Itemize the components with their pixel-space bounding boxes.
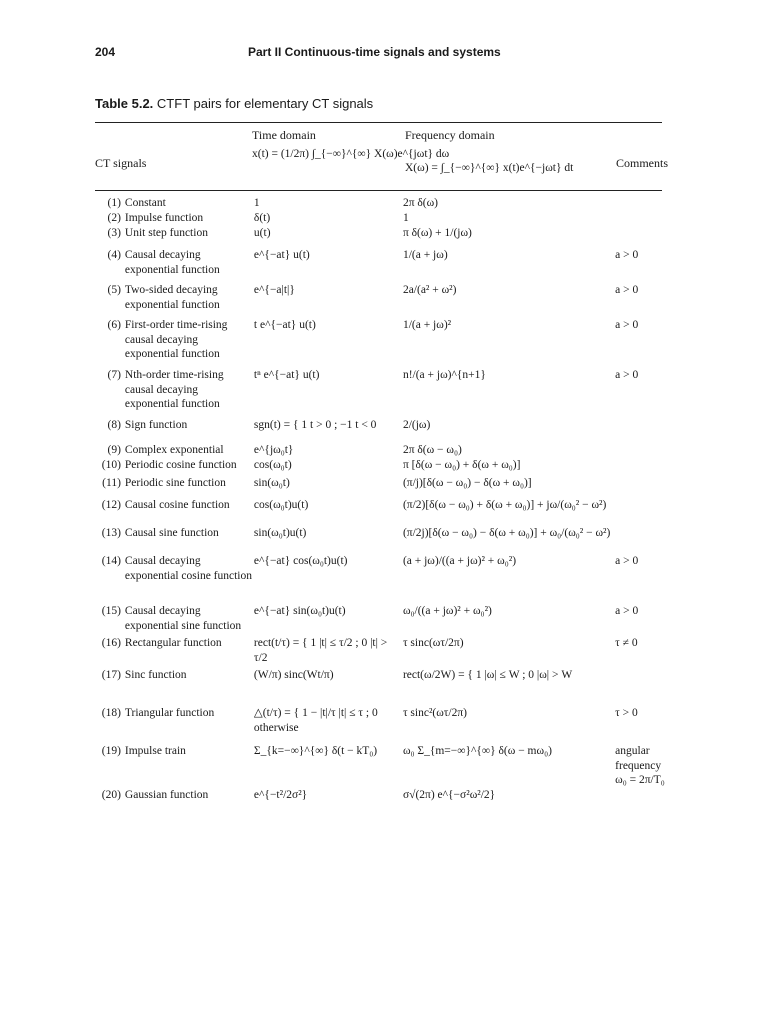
table-row xyxy=(95,636,675,668)
table-top-rule xyxy=(95,122,662,123)
row-time-domain: cos(ω₀t) xyxy=(253,459,292,471)
row-number: (18) xyxy=(101,707,121,719)
row-time-domain: Σ_{k=−∞}^{∞} δ(t − kT₀) xyxy=(253,745,378,757)
table-row xyxy=(95,744,675,788)
row-comment xyxy=(615,668,675,706)
row-time-domain: e^{−at} sin(ω₀t)u(t) xyxy=(253,605,346,617)
row-signal-name: Rectangular function xyxy=(124,637,222,649)
row-number: (6) xyxy=(107,319,121,331)
row-time-domain: cos(ω₀t)u(t) xyxy=(253,499,309,511)
row-number: (3) xyxy=(107,227,121,239)
table-row xyxy=(95,476,675,498)
col-header-time: Time domain xyxy=(252,128,316,142)
row-frequency-domain: π δ(ω) + 1/(jω) xyxy=(402,227,472,239)
row-comment: a > 0 xyxy=(615,555,639,567)
col-header-freq: Frequency domain xyxy=(405,128,495,142)
row-time-domain: rect(t/τ) = { 1 |t| ≤ τ/2 ; 0 |t| > τ/2 xyxy=(253,637,388,664)
col-header-comments: Comments xyxy=(616,156,669,170)
row-frequency-domain: σ√(2π) e^{−σ²ω²/2} xyxy=(402,788,496,801)
row-number: (1) xyxy=(107,197,121,209)
row-signal-name: Sinc function xyxy=(124,669,187,681)
row-frequency-domain: 1 xyxy=(402,212,409,224)
table-row xyxy=(95,318,675,368)
row-signal-name: Periodic cosine function xyxy=(124,459,237,471)
row-comment: a > 0 xyxy=(615,284,639,296)
row-number: (17) xyxy=(101,669,121,681)
row-time-domain: sgn(t) = { 1 t > 0 ; −1 t < 0 xyxy=(253,419,377,431)
table-row xyxy=(95,443,675,458)
row-signal-name: Sign function xyxy=(124,419,188,431)
table-row xyxy=(95,226,675,248)
table-row xyxy=(95,418,675,443)
row-frequency-domain: 2π δ(ω − ω₀) xyxy=(402,444,462,456)
table-row xyxy=(95,668,675,706)
table-row xyxy=(95,526,675,554)
row-number: (19) xyxy=(101,745,121,757)
row-frequency-domain: 2a/(a² + ω²) xyxy=(402,284,457,296)
row-number: (8) xyxy=(107,419,121,431)
row-time-domain: tⁿ e^{−at} u(t) xyxy=(253,369,320,381)
row-time-domain: sin(ω₀t)u(t) xyxy=(253,527,307,539)
row-time-domain: sin(ω₀t) xyxy=(253,477,290,489)
table-row xyxy=(95,196,675,211)
row-number: (7) xyxy=(107,369,121,381)
table-row xyxy=(95,788,675,813)
row-time-domain: e^{jω₀t} xyxy=(253,444,294,456)
row-signal-name: Gaussian function xyxy=(124,788,209,801)
row-signal-name: Unit step function xyxy=(124,227,208,239)
table-caption xyxy=(95,96,373,111)
row-signal-name: Impulse train xyxy=(124,745,186,757)
time-domain-formula: x(t) = (1/2π) ∫_{−∞}^{∞} X(ω)e^{jωt} dω xyxy=(252,148,450,160)
table-row xyxy=(95,458,675,476)
table-row xyxy=(95,706,675,744)
row-time-domain: e^{−at} cos(ω₀t)u(t) xyxy=(253,555,348,567)
row-signal-name: Causal decaying exponential cosine function xyxy=(124,555,253,582)
row-frequency-domain: 2/(jω) xyxy=(402,419,431,431)
row-frequency-domain: (π/2j)[δ(ω − ω₀) − δ(ω + ω₀)] + ω₀/(ω₀² − ω²) xyxy=(402,527,611,539)
table-row xyxy=(95,554,675,604)
row-signal-name: Causal decaying exponential sine function xyxy=(124,605,242,632)
table-row xyxy=(95,283,675,318)
row-number: (11) xyxy=(102,477,121,489)
row-time-domain: t e^{−at} u(t) xyxy=(253,319,316,331)
row-number: (9) xyxy=(107,444,121,456)
page-number: 204 xyxy=(95,45,116,59)
table-row xyxy=(95,368,675,418)
table-header-rule xyxy=(95,190,662,191)
row-frequency-domain: (π/2)[δ(ω − ω₀) + δ(ω + ω₀)] + jω/(ω₀² − ω²) xyxy=(402,499,607,511)
row-comment: angular frequency ω₀ = 2π/T₀ xyxy=(615,745,665,786)
row-time-domain: δ(t) xyxy=(253,212,271,224)
row-frequency-domain: (a + jω)/((a + jω)² + ω₀²) xyxy=(402,555,517,567)
row-number: (14) xyxy=(101,555,121,567)
row-comment xyxy=(615,498,675,526)
row-time-domain: 1 xyxy=(253,197,260,209)
row-frequency-domain: τ sinc²(ωτ/2π) xyxy=(402,707,468,719)
row-frequency-domain: (π/j)[δ(ω − ω₀) − δ(ω + ω₀)] xyxy=(402,477,532,489)
row-frequency-domain: n!/(a + jω)^{n+1} xyxy=(402,369,486,381)
row-frequency-domain: 2π δ(ω) xyxy=(402,197,439,209)
table-row xyxy=(95,211,675,226)
row-comment xyxy=(615,226,675,248)
row-comment xyxy=(615,788,675,813)
row-signal-name: Periodic sine function xyxy=(124,477,226,489)
freq-domain-formula: X(ω) = ∫_{−∞}^{∞} x(t)e^{−jωt} dt xyxy=(405,162,574,174)
row-comment: τ ≠ 0 xyxy=(615,637,638,649)
row-frequency-domain: rect(ω/2W) = { 1 |ω| ≤ W ; 0 |ω| > W xyxy=(402,669,573,681)
caption-label: Table 5.2. xyxy=(95,96,154,111)
row-comment: τ > 0 xyxy=(615,707,638,719)
row-time-domain: u(t) xyxy=(253,227,271,239)
row-time-domain: (W/π) sinc(Wt/π) xyxy=(253,669,334,681)
row-number: (13) xyxy=(101,527,121,539)
row-comment xyxy=(615,458,675,476)
row-signal-name: Causal cosine function xyxy=(124,499,230,511)
row-comment xyxy=(615,211,675,226)
caption-text: CTFT pairs for elementary CT signals xyxy=(156,96,374,111)
row-signal-name: Impulse function xyxy=(124,212,204,224)
row-comment xyxy=(615,418,675,443)
row-signal-name: Causal sine function xyxy=(124,527,219,539)
row-comment: a > 0 xyxy=(615,319,639,331)
row-number: (2) xyxy=(107,212,121,224)
row-comment xyxy=(615,526,675,554)
row-signal-name: Complex exponential xyxy=(124,444,224,456)
row-signal-name: Constant xyxy=(124,197,166,209)
row-comment xyxy=(615,443,675,458)
row-comment: a > 0 xyxy=(615,369,639,381)
row-time-domain: e^{−a|t|} xyxy=(253,284,295,296)
row-frequency-domain: ω₀/((a + jω)² + ω₀²) xyxy=(402,605,492,617)
row-signal-name: Triangular function xyxy=(124,707,215,719)
row-frequency-domain: ω₀ Σ_{m=−∞}^{∞} δ(ω − mω₀) xyxy=(402,745,552,757)
table-row xyxy=(95,248,675,283)
row-comment: a > 0 xyxy=(615,249,639,261)
row-time-domain: e^{−t²/2σ²} xyxy=(253,788,308,801)
row-frequency-domain: τ sinc(ωτ/2π) xyxy=(402,637,464,649)
table-row xyxy=(95,604,675,636)
row-comment: a > 0 xyxy=(615,605,639,617)
col-header-signals: CT signals xyxy=(95,156,147,170)
row-number: (20) xyxy=(101,788,121,801)
row-frequency-domain: 1/(a + jω) xyxy=(402,249,448,261)
row-frequency-domain: 1/(a + jω)² xyxy=(402,319,452,331)
row-comment xyxy=(615,476,675,498)
ctft-pairs-table xyxy=(95,196,675,813)
row-number: (4) xyxy=(107,249,121,261)
row-signal-name: First-order time-rising causal decaying exponential function xyxy=(124,319,228,360)
row-comment xyxy=(615,196,675,211)
row-frequency-domain: π [δ(ω − ω₀) + δ(ω + ω₀)] xyxy=(402,459,521,471)
row-number: (16) xyxy=(101,637,121,649)
row-number: (15) xyxy=(101,605,121,617)
row-number: (5) xyxy=(107,284,121,296)
row-signal-name: Nth-order time-rising causal decaying exponential function xyxy=(124,369,224,410)
row-time-domain: △(t/τ) = { 1 − |t|/τ |t| ≤ τ ; 0 otherwise xyxy=(253,707,378,734)
table-row xyxy=(95,498,675,526)
running-head: Part II Continuous-time signals and systems xyxy=(248,45,501,59)
row-number: (12) xyxy=(101,499,121,511)
row-signal-name: Two-sided decaying exponential function xyxy=(124,284,220,311)
row-signal-name: Causal decaying exponential function xyxy=(124,249,220,276)
row-number: (10) xyxy=(101,459,121,471)
row-time-domain: e^{−at} u(t) xyxy=(253,249,310,261)
